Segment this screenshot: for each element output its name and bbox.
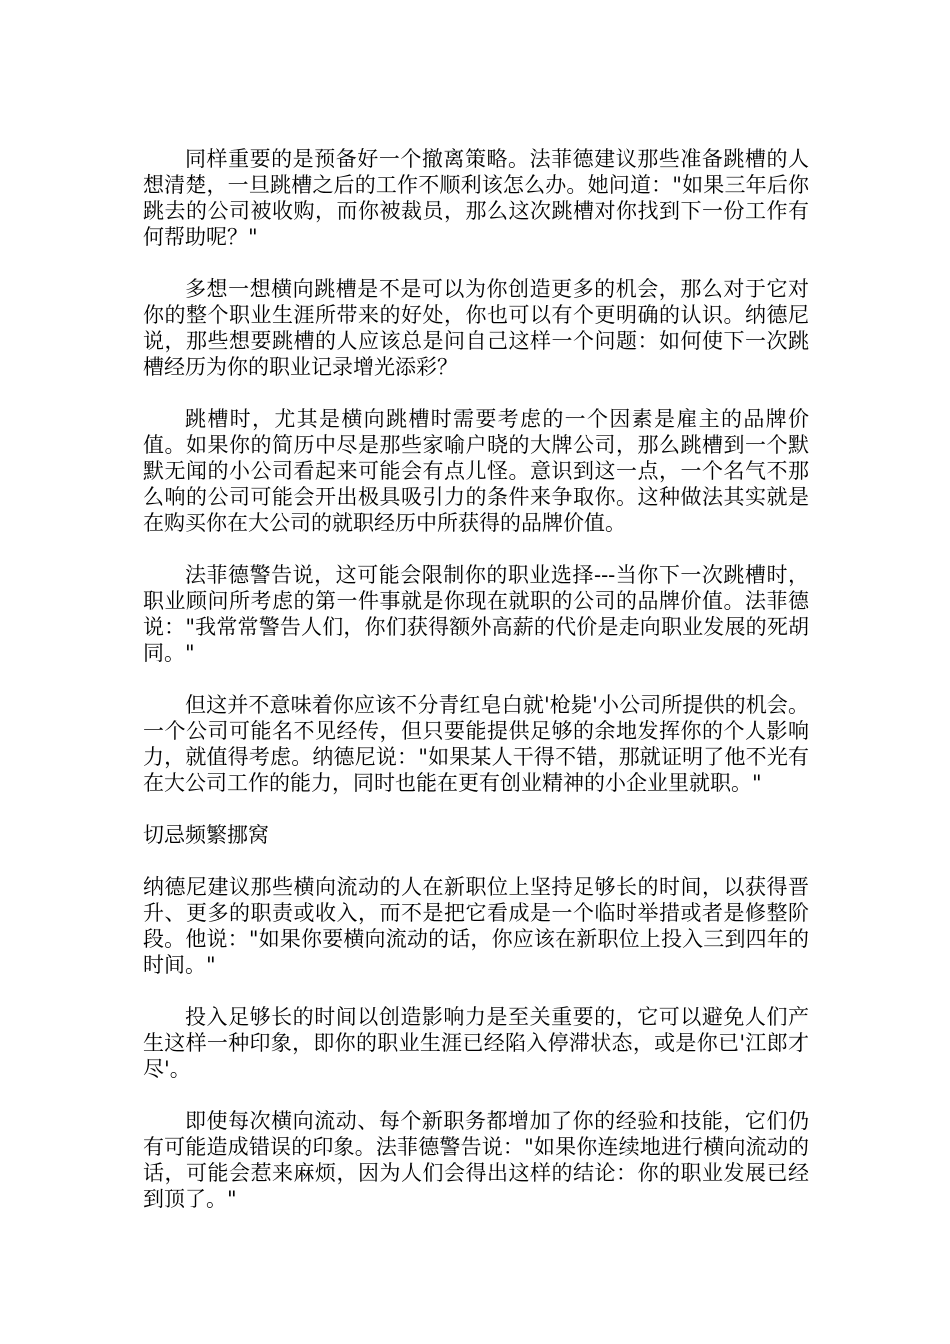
section-heading: 切忌频繁挪窝: [143, 823, 269, 847]
paragraph: 同样重要的是预备好一个撤离策略。法菲德建议那些准备跳槽的人想清楚，一旦跳槽之后的工作不顺利该怎么办。她问道："如果三年后你跳去的公司被收购，而你被裁员，那么这次跳槽对你找到下一份工作有何帮助呢？": [143, 147, 809, 249]
document-body: [143, 146, 809, 1238]
paragraph: 多想一想横向跳槽是不是可以为你创造更多的机会，那么对于它对你的整个职业生涯所带来的好处，你也可以有个更明确的认识。纳德尼说，那些想要跳槽的人应该总是问自己这样一个问题：如何使下一次跳槽经历为你的职业记录增光添彩？: [143, 277, 809, 379]
paragraph: 跳槽时，尤其是横向跳槽时需要考虑的一个因素是雇主的品牌价值。如果你的简历中尽是那些家喻户晓的大牌公司，那么跳槽到一个默默无闻的小公司看起来可能会有点儿怪。意识到这一点，一个名气不那么响的公司可能会开出极具吸引力的条件来争取你。这种做法其实就是在购买你在大公司的就职经历中所获得的品牌价值。: [143, 407, 809, 535]
paragraph: 但这并不意味着你应该不分青红皂白就'枪毙'小公司所提供的机会。一个公司可能名不见经传，但只要能提供足够的余地发挥你的个人影响力，就值得考虑。纳德尼说："如果某人干得不错，那就证明了他不光有在大公司工作的能力，同时也能在更有创业精神的小企业里就职。": [143, 693, 809, 795]
paragraph: 投入足够长的时间以创造影响力是至关重要的，它可以避免人们产生这样一种印象，即你的职业生涯已经陷入停滞状态，或是你已'江郎才尽'。: [143, 1005, 809, 1081]
paragraph-lead: 纳德尼建议那些横向流动的人在新职位上坚持足够长的时间，以获得晋升、更多的职责或收入，而不是把它看成是一个临时举措或者是修整阶段。他说："如果你要横向流动的话，你应该在新职位上投入三到四年的时间。": [143, 875, 809, 977]
paragraph: 法菲德警告说，这可能会限制你的职业选择---当你下一次跳槽时，职业顾问所考虑的第一件事就是你现在就职的公司的品牌价值。法菲德说："我常常警告人们，你们获得额外高薪的代价是走向职业发展的死胡同。": [143, 563, 809, 665]
paragraph: 即使每次横向流动、每个新职务都增加了你的经验和技能，它们仍有可能造成错误的印象。法菲德警告说："如果你连续地进行横向流动的话，可能会惹来麻烦，因为人们会得出这样的结论：你的职业发展已经到顶了。": [143, 1109, 809, 1211]
